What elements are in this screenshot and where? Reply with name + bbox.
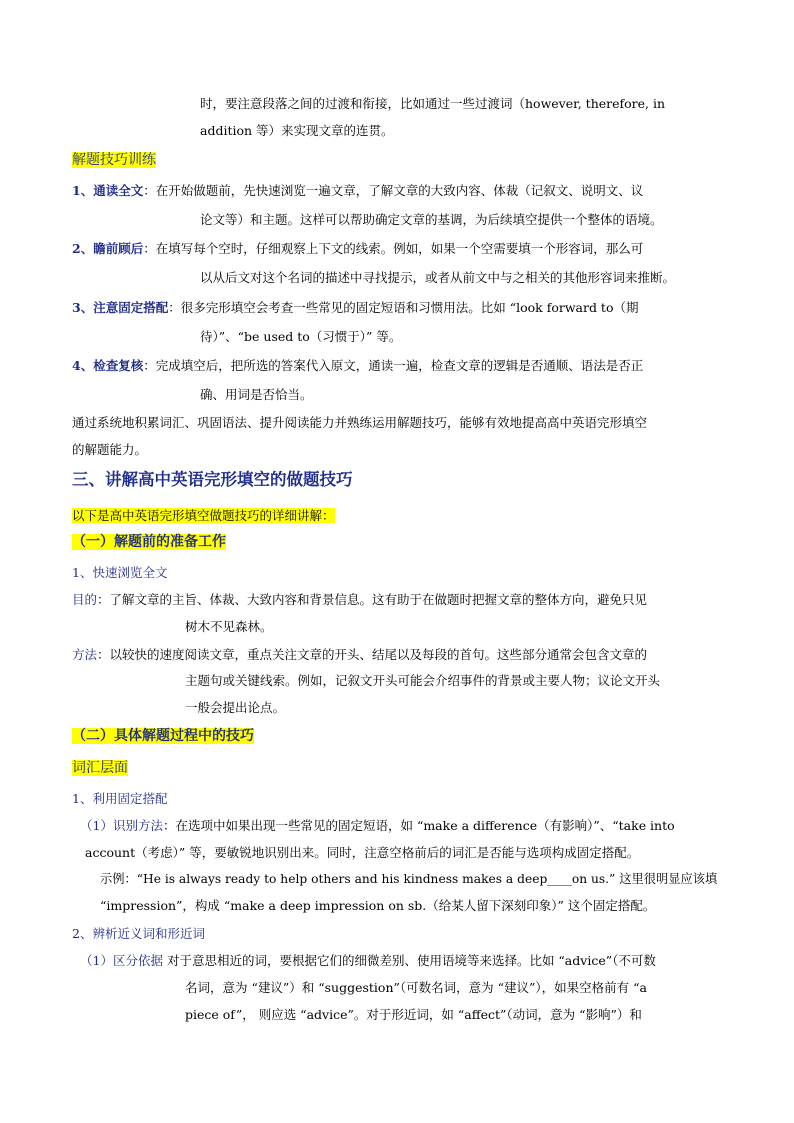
sub1-text: ：在选项中如果出现一些常见的固定短语，如 “make a difference（有影响）”、“take into [162, 818, 675, 833]
method-line-3: 一般会提出论点。 [185, 700, 286, 715]
item-text: 很多完形填空会考查一些常见的固定短语和习惯用法。比如 “look forward to（期 [180, 300, 639, 315]
practice-item-4-cont: 确、用词是否恰当。 [200, 387, 313, 402]
item-term: 检查复核 [93, 358, 144, 373]
goal-line-2: 树木不见森林。 [185, 619, 273, 634]
practice-item-2-cont: 以从后文对这个名词的描述中寻找提示，或者从前文中与之相关的其他形容词来推断。 [200, 270, 676, 285]
goal-label: 目的 [72, 592, 98, 607]
vocab-heading [72, 758, 128, 778]
practice-item-3-cont: 待）”、“be used to（习惯于）” 等。 [200, 329, 402, 344]
part-2-item-2: 2、辨析近义词和形近词 [72, 926, 205, 941]
part-2-title [72, 726, 254, 746]
sub2-line-2: 名词，意为 “建议”）和 “suggestion”（可数名词，意为 “建议”），如果空格前有 “a [185, 980, 647, 995]
method-line-2: 主题句或关键线索。例如，记叙文开头可能会介绍事件的背景或主要人物；议论文开头 [185, 673, 661, 688]
item-colon: ： [168, 300, 181, 315]
item-text: 完成填空后，把所选的答案代入原文，通读一遍，检查文章的逻辑是否通顺、语法是否正 [155, 358, 644, 373]
item-text: 在填写每个空时，仔细观察上下文的线索。例如，如果一个空需要填一个形容词，那么可 [155, 241, 644, 256]
method-text: ：以较快的速度阅读文章，重点关注文章的开头、结尾以及每段的首句。这些部分通常会包含文章的 [97, 647, 648, 662]
practice-heading [72, 150, 156, 170]
intro-line-1: 时，要注意段落之间的过渡和衔接，比如通过一些过渡词（however, therefore, in [200, 96, 666, 111]
practice-item-4 [72, 358, 643, 374]
part-1-title [72, 532, 226, 552]
vocab-heading-text: 词汇层面 [72, 760, 128, 776]
item-term: 注意固定搭配 [93, 300, 169, 315]
sub1-line-1 [80, 818, 675, 834]
practice-item-2 [72, 241, 643, 257]
goal-text: ：了解文章的主旨、体裁、大致内容和背景信息。这有助于在做题时把握文章的整体方向，避免只见 [97, 592, 648, 607]
item-number: 2、 [72, 241, 94, 256]
part-1-item: 1、快速浏览全文 [72, 565, 168, 580]
item-term: 瞻前顾后 [93, 241, 144, 256]
section-3-lead-text: 以下是高中英语完形填空做题技巧的详细讲解： [72, 508, 335, 523]
item-number: 4、 [72, 358, 94, 373]
summary-line-1: 通过系统地积累词汇、巩固语法、提升阅读能力并熟练运用解题技巧，能够有效地提高高中英语完形填空 [72, 415, 648, 430]
part-1-title-text: （一）解题前的准备工作 [72, 534, 226, 550]
item-number: 3、 [72, 300, 94, 315]
example-line-1: 示例：“He is always ready to help others and his kindness makes a deep____on us.” 这里很明显应该填 [100, 872, 718, 886]
sub2-line-1 [80, 953, 656, 969]
part-2-item-1: 1、利用固定搭配 [72, 791, 168, 806]
method-label: 方法 [72, 647, 98, 662]
item-colon: ： [143, 183, 156, 198]
practice-item-3 [72, 300, 638, 316]
goal-line-1 [72, 592, 647, 608]
summary-line-2: 的解题能力。 [72, 442, 148, 457]
item-colon: ： [143, 358, 156, 373]
sub1-label: （1）识别方法 [80, 818, 163, 833]
part-2-title-text: （二）具体解题过程中的技巧 [72, 728, 254, 744]
practice-item-1-cont: 论文等）和主题。这样可以帮助确定文章的基调，为后续填空提供一个整体的语境。 [200, 212, 663, 227]
sub2-line-3: piece of”， 则应选 “advice”。对于形近词，如 “affect”（动词，意为 “影响”）和 [185, 1007, 642, 1022]
method-line-1 [72, 647, 647, 663]
example-line-2: “impression”，构成 “make a deep impression on sb.（给某人留下深刻印象）” 这个固定搭配。 [100, 898, 656, 913]
section-3-lead [72, 508, 335, 524]
practice-item-1 [72, 183, 643, 199]
item-colon: ： [143, 241, 156, 256]
item-term: 通读全文 [93, 183, 144, 198]
sub2-label: （1）区分依据 [80, 953, 163, 968]
sub2-text: 对于意思相近的词，要根据它们的细微差别、使用语境等来选择。比如 “advice”（不可数 [162, 953, 656, 968]
item-number: 1、 [72, 183, 94, 198]
sub1-line-2: account（考虑）” 等，要敏锐地识别出来。同时，注意空格前后的词汇是否能与选项构成固定搭配。 [85, 845, 640, 860]
intro-line-2: addition 等）来实现文章的连贯。 [200, 123, 394, 138]
item-text: 在开始做题前，先快速浏览一遍文章，了解文章的大致内容、体裁（记叙文、说明文、议 [155, 183, 644, 198]
section-3-title: 三、讲解高中英语完形填空的做题技巧 [72, 470, 353, 489]
practice-heading-text: 解题技巧训练 [72, 152, 156, 168]
